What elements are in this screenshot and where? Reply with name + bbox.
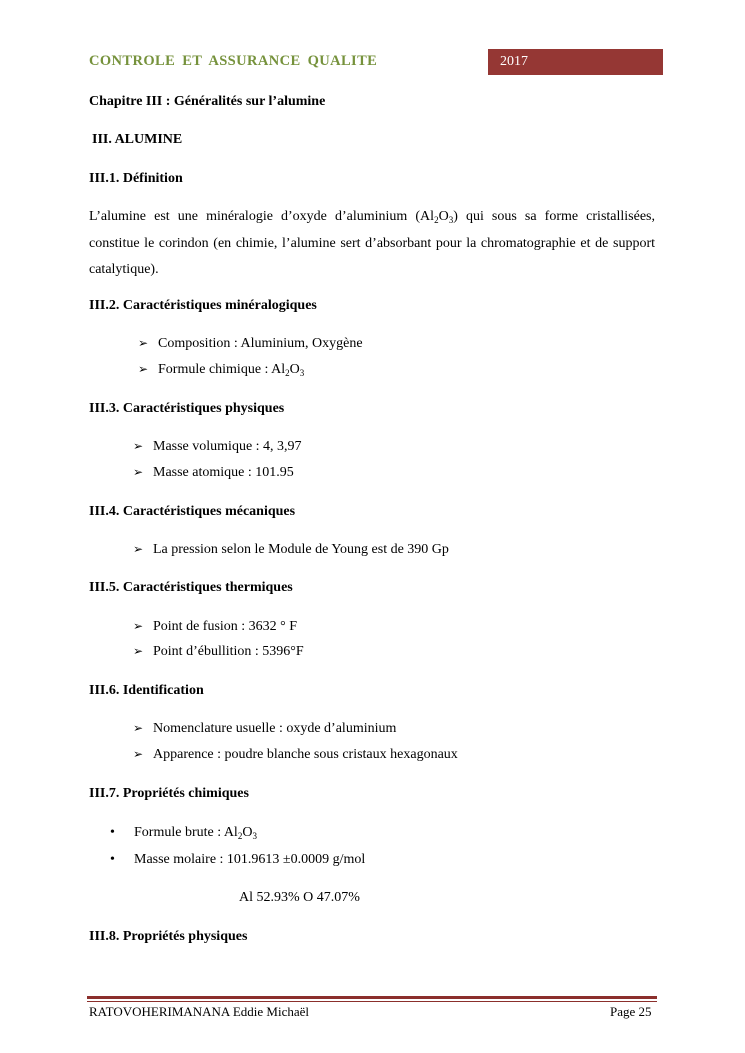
- arrow-bullet-icon: ➢: [138, 336, 149, 350]
- footer-rule-thin: [87, 1001, 657, 1002]
- footer-page-number: Page 25: [610, 1004, 652, 1019]
- list-item: ➢ Formule chimique : $Al_2O_3$: [138, 362, 305, 378]
- arrow-bullet-icon: ➢: [133, 542, 144, 556]
- section-title-alumine: III. ALUMINE: [92, 132, 183, 147]
- header-title: CONTROLE ET ASSURANCE QUALITE: [89, 53, 378, 69]
- list-item: ➢ Composition : Aluminium, Oxygène: [138, 336, 363, 351]
- arrow-bullet-icon: ➢: [133, 747, 144, 761]
- heading-chemical: III.7. Propriétés chimiques: [89, 786, 249, 801]
- list-item: ➢ Apparence : poudre blanche sous cristaux hexagonaux: [133, 747, 458, 762]
- arrow-bullet-icon: ➢: [133, 439, 144, 453]
- list-item: ➢ La pression selon le Module de Young est de 390 Gp: [133, 542, 449, 557]
- heading-physical-properties: III.8. Propriétés physiques: [89, 929, 248, 944]
- footer-author: RATOVOHERIMANANA Eddie Michaël: [89, 1004, 310, 1019]
- list-item: ➢ Point d’ébullition : 5396°F: [133, 644, 304, 659]
- list-item: ➢ Masse atomique : 101.95: [133, 465, 294, 480]
- dot-bullet-icon: •: [110, 825, 115, 840]
- header-year: 2017: [500, 54, 528, 69]
- arrow-bullet-icon: ➢: [138, 362, 149, 376]
- definition-paragraph: L’alumine est une minéralogie d’oxyde d’aluminium $(Al_2O_3)$ qui sous sa forme cristallisées, constitue le corindon (en chimie, l’alumine sert d’absorbant pour la chromatographie et de support catalytique).: [89, 209, 655, 277]
- heading-thermal: III.5. Caractéristiques thermiques: [89, 580, 293, 595]
- heading-mineralogical: III.2. Caractéristiques minéralogiques: [89, 298, 317, 313]
- composition-line: Al 52.93% O 47.07%: [239, 890, 360, 905]
- arrow-bullet-icon: ➢: [133, 721, 144, 735]
- list-item: • Masse molaire : 101.9613 ±0.0009 g/mol: [110, 852, 366, 867]
- list-item: ➢ Nomenclature usuelle : oxyde d’aluminium: [133, 721, 397, 736]
- arrow-bullet-icon: ➢: [133, 619, 144, 633]
- arrow-bullet-icon: ➢: [133, 644, 144, 658]
- dot-bullet-icon: •: [110, 852, 115, 867]
- heading-identification: III.6. Identification: [89, 683, 204, 698]
- heading-mechanical: III.4. Caractéristiques mécaniques: [89, 504, 296, 519]
- heading-definition: III.1. Définition: [89, 171, 183, 186]
- list-item: • Formule brute : $Al_2O_3$: [110, 825, 257, 841]
- heading-physical: III.3. Caractéristiques physiques: [89, 401, 285, 416]
- arrow-bullet-icon: ➢: [133, 465, 144, 479]
- header-year-box: [488, 49, 663, 75]
- list-item: ➢ Masse volumique : 4, 3,97: [133, 439, 302, 454]
- footer-rule: [87, 996, 657, 999]
- list-item: ➢ Point de fusion : 3632 ° F: [133, 619, 298, 634]
- chapter-title: Chapitre III : Généralités sur l’alumine: [89, 94, 326, 109]
